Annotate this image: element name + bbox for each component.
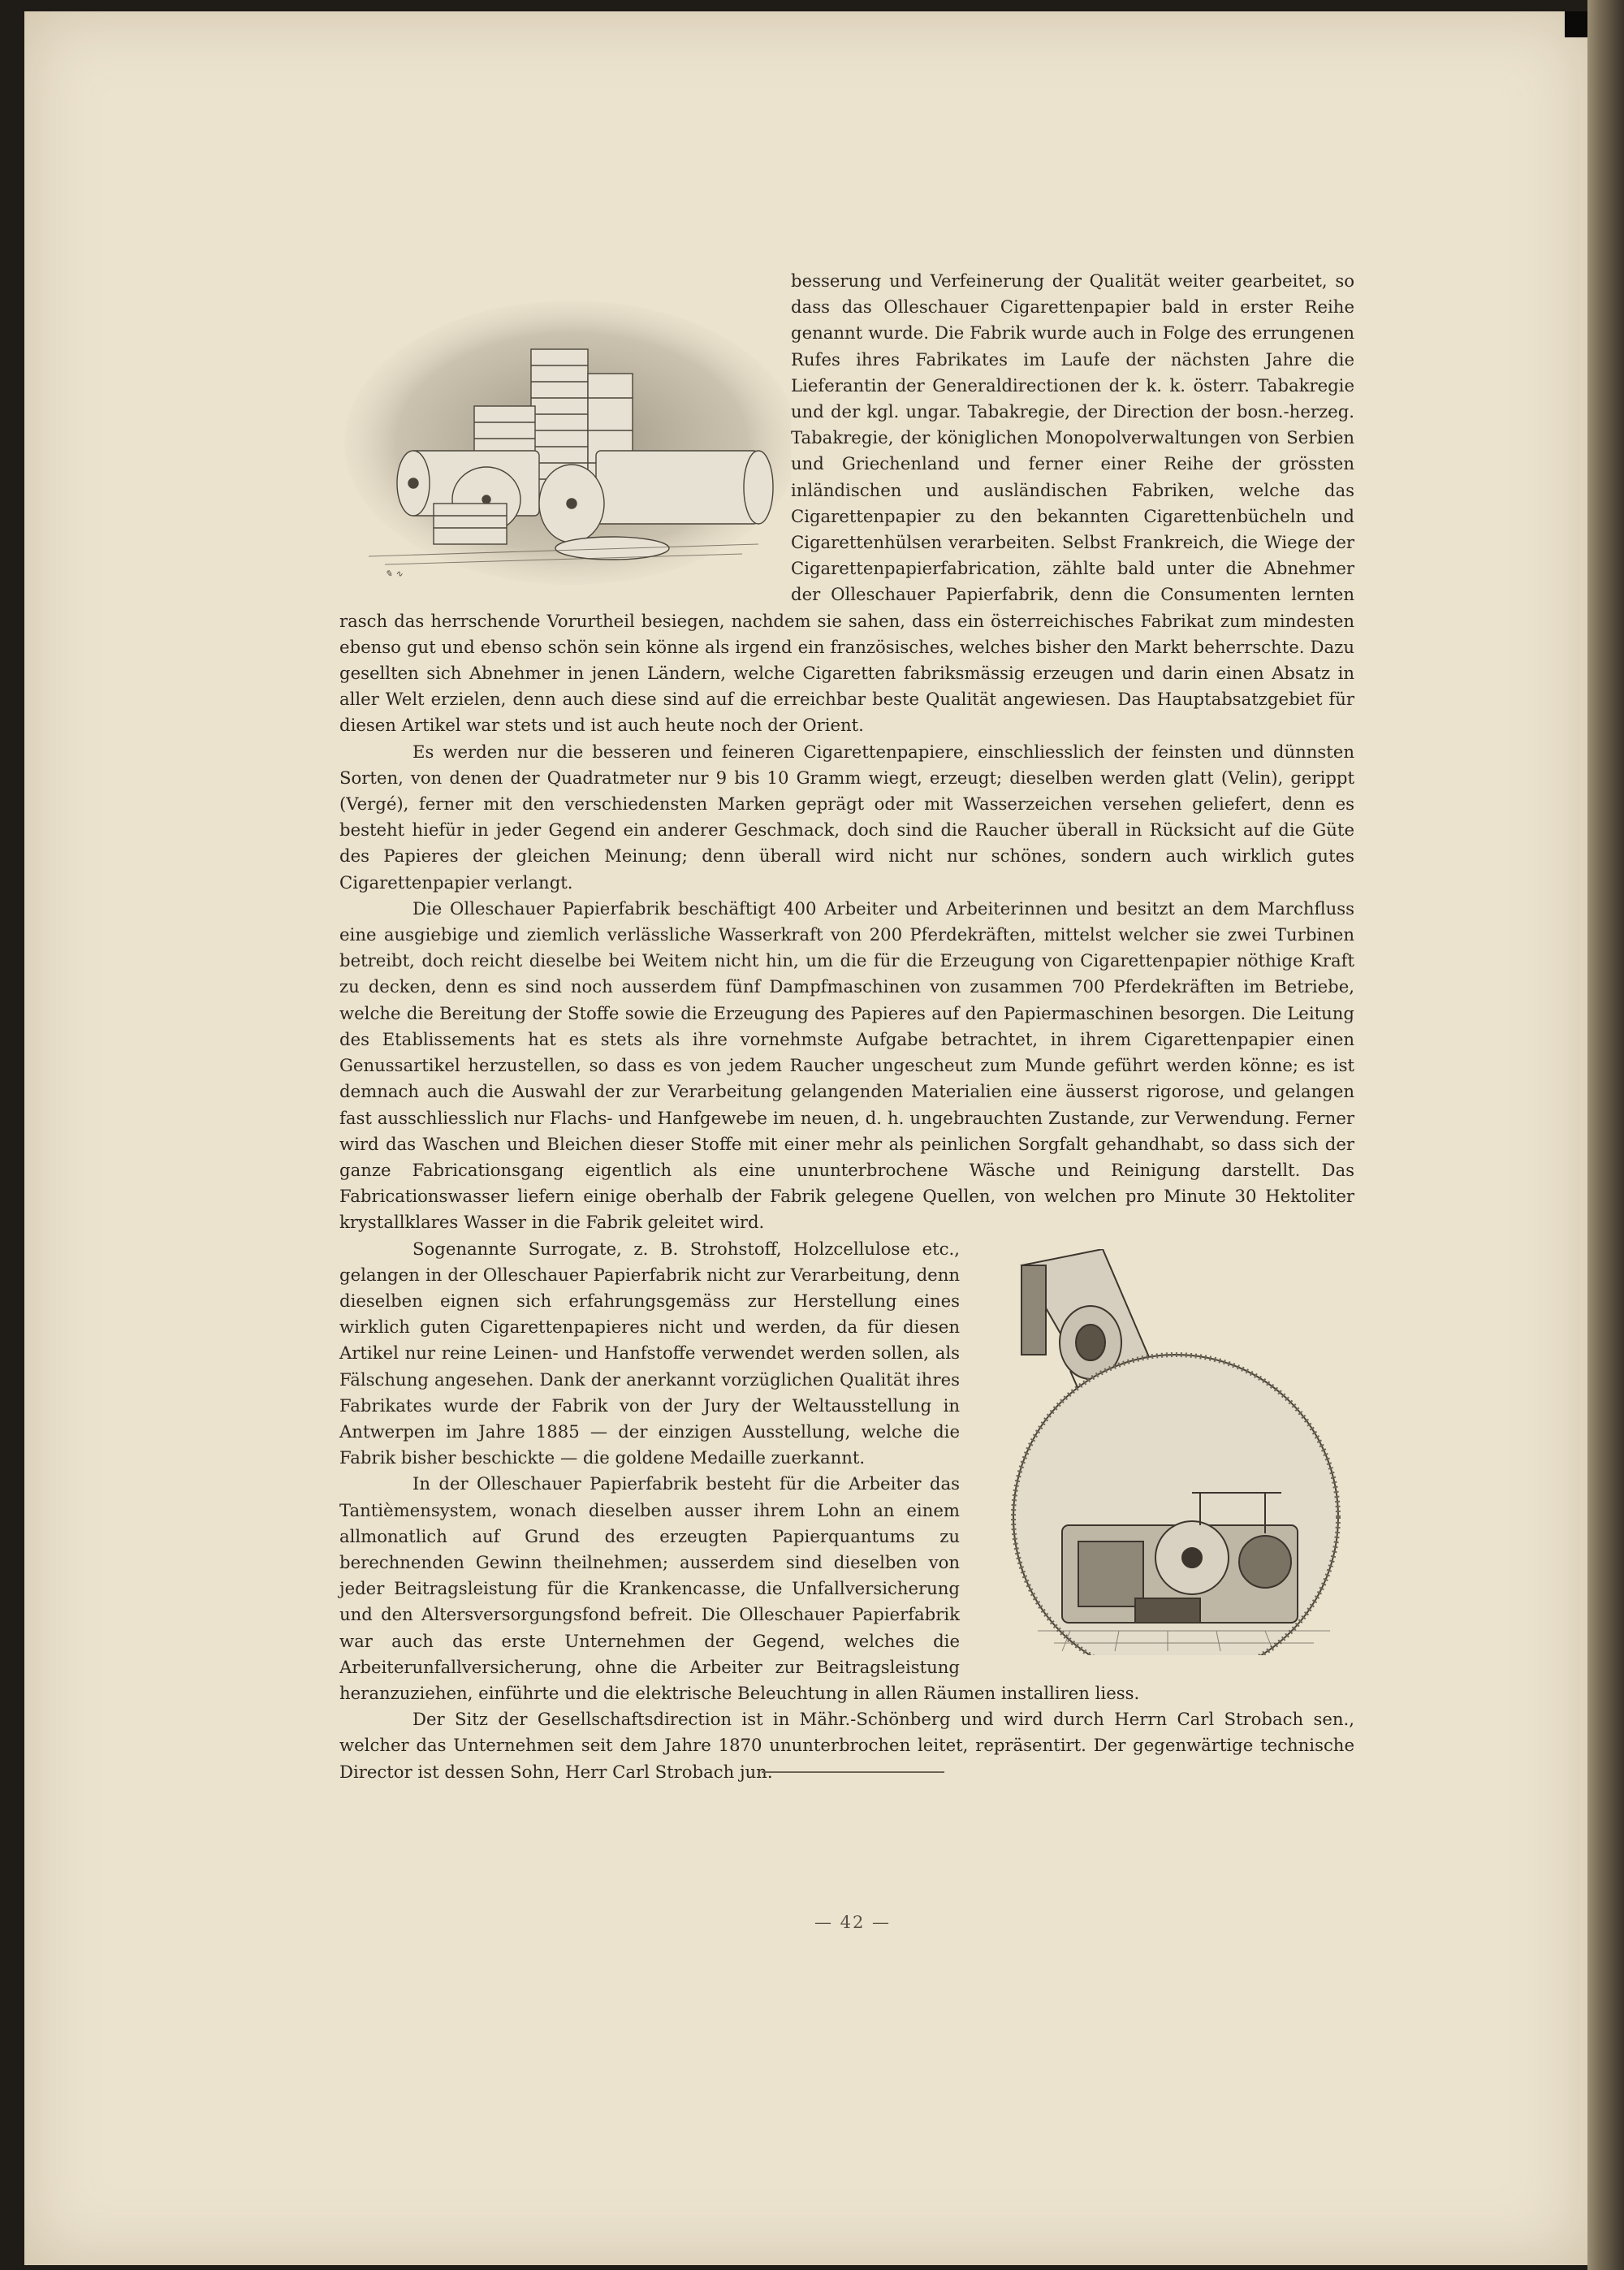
page-edge-tab: [1565, 11, 1587, 37]
svg-text:✎ ∿: ✎ ∿: [385, 569, 403, 579]
page-number: — 42 —: [814, 1913, 892, 1932]
paragraph-4-text: Sogenannte Surrogate, z. B. Strohstoff, Holzcellulose etc., gelangen in der Olleschauer Papierfabrik nicht zur Verarbeitung, denn dieselben eignen sich erfahrungsgemäss zur Herstellung eines wirklich guten Cigarettenpapieres nicht und werden, da für diesen Artikel nur reine Leinen- und Hanfstoffe verwendet werden sollen, als Fälschung angesehen. Dank der anerkannt vorzüglichen Qualität ihres Fabrikates wurde der Fabrik von der Jury der Weltausstellung in Antwerpen im Jahre 1885 — der einzigen Ausstellung, welche die Fabrik bisher beschickte — die goldene Medaille zuerkannt.: [339, 1238, 960, 1468]
paragraph-5: In der Olleschauer Papierfabrik besteht für die Arbeiter das Tantièmensystem, wonach dieselben ausser ihrem Lohn an einem allmonatlich auf Grund des erzeugten Papierquantums zu berechnenden Gewinn theilnehmen; ausserdem sind dieselben von jeder Beitragsleistung für die Krankencasse, die Unfallversicherung und den Altersversorgungsfond befreit. Die Olleschauer Papierfabrik war auch das erste Unternehmen der Gegend, welches die Arbeiterunfallversicherung, ohne die Arbeiter zur Beitragsleistung heranzuziehen, einführte und die elektrische Beleuchtung in allen Räumen installiren liess.: [339, 1473, 1140, 1703]
book-fore-edge: [1587, 0, 1624, 2270]
illustration-paper-rolls: [336, 268, 791, 593]
paragraph-6: Der Sitz der Gesellschaftsdirection ist in Mähr.-Schönberg und wird durch Herrn Carl Strobach sen., welcher das Unternehmen seit dem Jahre 1870 ununterbrochen leitet, repräsentirt. Der gegenwärtige technische Director ist dessen Sohn, Herr Carl Strobach jun.: [339, 1709, 1354, 1782]
paragraph-1-text: besserung und Verfeinerung der Qualität weiter gearbeitet, so dass das Olleschauer Cigarettenpapier bald in erster Reihe genannt wurde. Die Fabrik wurde auch in Folge des errungenen Rufes ihres Fabrikates im Laufe der nächsten Jahre die Lieferantin der Generaldirectionen der k. k. österr. Tabakregie und der kgl. ungar. Tabakregie, der Direction der bosn.-herzeg. Tabakregie, der königlichen Monopolverwaltungen von Serbien und Griechenland und ferner einer Reihe der grössten inländischen und ausländischen Fabriken, welche das Cigarettenpapier zu den bekannten Cigarettenbücheln und Cigarettenhülsen verarbeiten. Selbst Frankreich, die Wiege der Cigarettenpapierfabrication, zählte bald unter die Abnehmer der Olleschauer Papierfabrik, denn die Consumenten lernten rasch das herrschende Vorurtheil besiegen, nachdem sie sahen, dass ein österreichisches Fabrikat zum mindesten ebenso gut und ebenso schön sein könne als irgend ein französisches, welches bisher den Markt beherrschte. Dazu gesellten sich Abnehmer in jenen Ländern, welche Cigaretten fabriksmässig erzeugen und darin einen Absatz in aller Welt erzielen, denn auch diese sind auf die erreichbar beste Qualität angewiesen. Das Hauptabsatzgebiet für diesen Artikel war stets und ist auch heute noch der Orient.: [339, 270, 1354, 736]
illustration-machine: [989, 1249, 1354, 1655]
paragraph-2: Es werden nur die besseren und feineren Cigarettenpapiere, einschliesslich der feinsten und dünnsten Sorten, von denen der Quadratmeter nur 9 bis 10 Gramm wiegt, erzeugt; dieselben werden glatt (Velin), gerippt (Vergé), ferner mit den verschiedensten Marken geprägt oder mit Wasserzeichen versehen geliefert, denn es besteht hiefür in jeder Gegend ein anderer Geschmack, doch sind die Raucher überall in Rücksicht auf die Güte des Papieres der gleichen Meinung; denn überall wird nicht nur schönes, sondern auch wirklich gutes Cigarettenpapier verlangt.: [339, 741, 1354, 893]
body-text: [339, 268, 1354, 1785]
section-divider: [762, 1771, 944, 1773]
paragraph-3: Die Olleschauer Papierfabrik beschäftigt 400 Arbeiter und Arbeiterinnen und besitzt an dem Marchfluss eine ausgiebige und ziemlich verlässliche Wasserkraft von 200 Pferdekräften, mittelst welcher sie zwei Turbinen betreibt, doch reicht dieselbe bei Weitem nicht hin, um die für die Erzeugung von Cigarettenpapier nöthige Kraft zu decken, denn es sind noch ausserdem fünf Dampfmaschinen von zusammen 700 Pferdekräften im Betriebe, welche die Bereitung der Stoffe sowie die Erzeugung des Papieres auf den Papiermaschinen besorgen. Die Leitung des Etablissements hat es stets als ihre vornehmste Aufgabe betrachtet, in ihrem Cigarettenpapier einen Genussartikel herzustellen, so dass es von jedem Raucher ungescheut zum Munde geführt werden könne; es ist demnach auch die Auswahl der zur Verarbeitung gelangenden Materialien eine äusserst rigorose, und gelangen fast ausschliesslich nur Flachs- und Hanfgewebe im neuen, d. h. ungebrauchten Zustande, zur Verwendung. Ferner wird das Waschen und Bleichen dieser Stoffe mit einer mehr als peinlichen Sorgfalt gehandhabt, so dass sich der ganze Fabricationsgang eigentlich als eine ununterbrochene Wäsche und Reinigung darstellt. Das Fabricationswasser liefern einige oberhalb der Fabrik gelegene Quellen, von welchen pro Minute 30 Hektoliter krystallklares Wasser in die Fabrik geleitet wird.: [339, 897, 1354, 1233]
paragraph-1: [339, 268, 1354, 739]
paragraph-4: [339, 1236, 1354, 1472]
